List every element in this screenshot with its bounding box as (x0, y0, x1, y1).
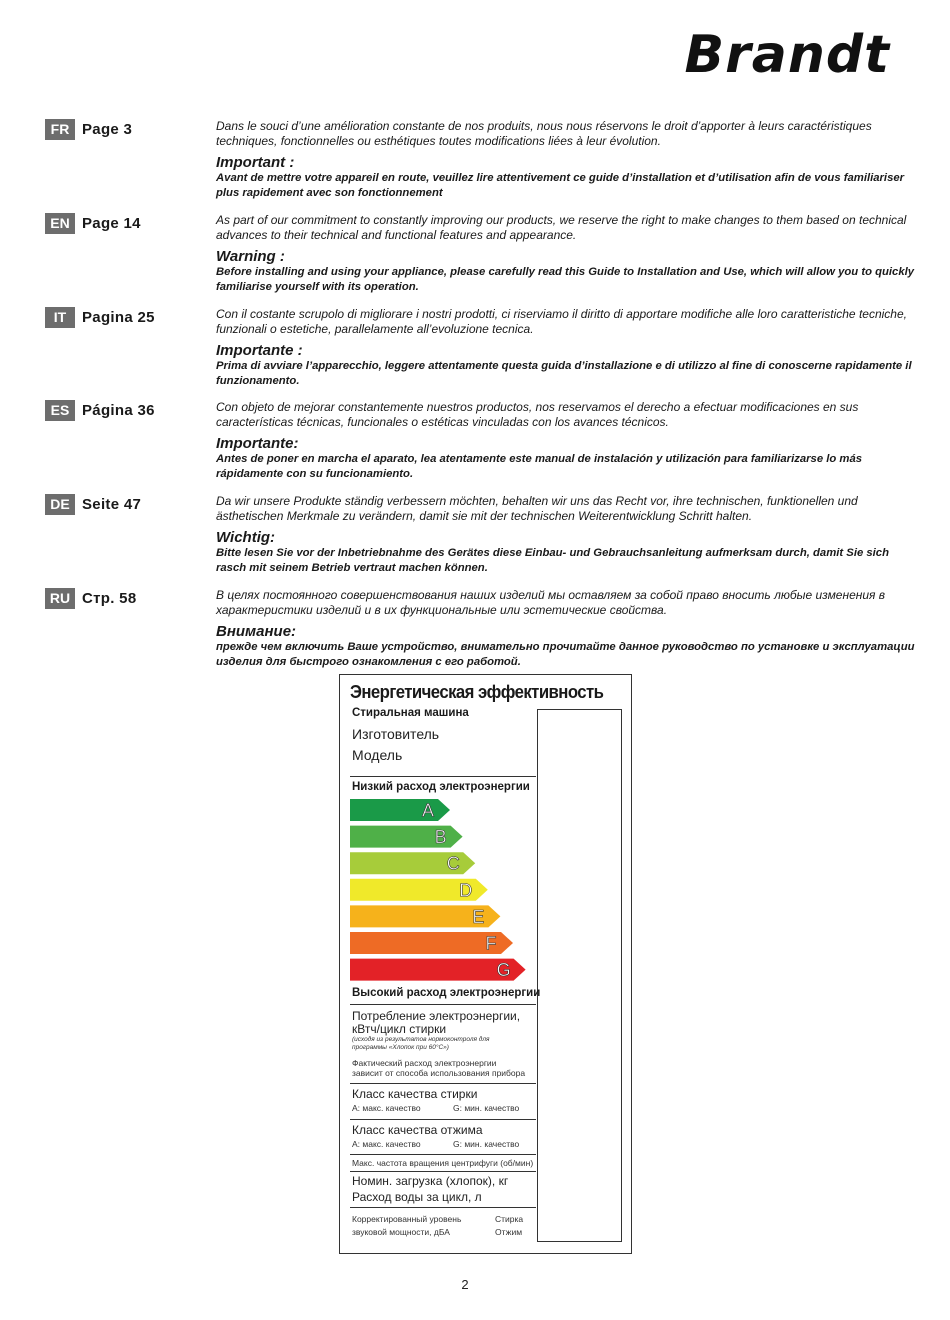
language-section-ru (45, 588, 925, 680)
language-code-badge: FR (45, 119, 75, 140)
divider (350, 1154, 536, 1155)
spin-class-a: А: макс. качество (352, 1139, 421, 1149)
warning-text: Bitte lesen Sie vor der Inbetriebnahme des Gerätes diese Einbau- und Gebrauchsanleitung aufmerksam durch, damit Sie sich rasch mit seinem Betrieb vertraut machen können. (216, 547, 889, 574)
language-code-badge: RU (45, 588, 75, 609)
energy-class-d-letter: D (459, 880, 473, 901)
intro-text: Con il costante scrupolo di migliorare i nostri prodotti, ci riserviamo il diritto di apportare modifiche alle loro caratteristiche tecniche, funzionali o estetiche, parallelamente all’evoluzione tecnica. (216, 307, 907, 336)
warning-text: прежде чем включить Ваше устройство, внимательно прочитайте данное руководство по установке и эксплуатации изделия для быстрого ознакомления с его работой. (216, 641, 915, 668)
warning-text: Prima di avviare l’apparecchio, leggere attentamente questa guida d’installazione e di utilizzo al fine di conoscerne rapidamente il funzionamento. (216, 360, 912, 387)
divider (350, 1004, 536, 1005)
noise-unit: звуковой мощности, дБА (352, 1227, 450, 1237)
warning-text: Before installing and using your appliance, please carefully read this Guide to Installation and Use, which will allow you to quickly familiarise yourself with its operation. (216, 266, 915, 293)
divider (350, 776, 536, 777)
energy-class-g-letter: G (496, 960, 511, 981)
brandt-logo: Brandt (684, 25, 890, 85)
energy-class-b-letter: B (434, 827, 447, 848)
page-reference: Стр. 58 (82, 590, 137, 607)
page-number: 2 (461, 1277, 469, 1292)
consumption-note: программы «Хлопок при 60°С») (352, 1044, 449, 1051)
language-code-badge: DE (45, 494, 75, 515)
manufacturer-label: Изготовитель (352, 726, 440, 742)
warning-title: Wichtig: (216, 529, 276, 546)
consumption-note: (исходя из результатов нормоконтроля для (352, 1036, 490, 1043)
warning-title: Important : (216, 154, 295, 171)
warning-title: Warning : (216, 248, 285, 265)
intro-text: Dans le souci d’une amélioration constante de nos produits, nous nous réservons le droit d’apporter à leurs caractéristiques techniques, fonctionnelles ou esthétiques toutes modifications liées à leur évolution. (216, 119, 872, 148)
low-consumption-label: Низкий расход электроэнергии (352, 781, 530, 793)
model-label: Модель (352, 747, 403, 763)
energy-label (339, 674, 632, 1254)
max-spin-speed-label: Макс. частота вращения центрифуги (об/мин) (352, 1158, 534, 1168)
actual-consumption-note: Фактический расход электроэнергии (352, 1058, 497, 1068)
actual-consumption-note: зависит от способа использования прибора (352, 1068, 526, 1078)
water-consumption-label: Расход воды за цикл, л (352, 1190, 482, 1204)
language-section-en (45, 213, 925, 305)
language-section-fr (45, 119, 925, 211)
consumption-unit: кВтч/цикл стирки (352, 1022, 447, 1036)
language-code-badge: ES (45, 400, 75, 421)
spin-class-label: Класс качества отжима (352, 1123, 483, 1137)
language-section-de (45, 494, 925, 586)
intro-text: Da wir unsere Produkte ständig verbessern möchten, behalten wir uns das Recht vor, ihre technischen, funktionellen und ästhetischen Merkmale zu verändern, damit sie mit der technischen Weiterentwicklung Schritt halten. (216, 494, 858, 523)
energy-class-a-arrow (350, 799, 450, 821)
language-section-es (45, 400, 925, 492)
appliance-type: Стиральная машина (352, 707, 469, 719)
energy-label-title: Энергетическая эффективность (350, 682, 604, 702)
warning-text: Avant de mettre votre appareil en route, veuillez lire attentivement ce guide d’installation et d’utilisation afin de vous familiariser plus rapidement avec son fonctionnement (216, 172, 905, 199)
energy-class-c-letter: C (446, 853, 460, 874)
divider (350, 1083, 536, 1084)
consumption-label: Потребление электроэнергии, (352, 1009, 521, 1023)
energy-label-value-column (537, 709, 622, 1242)
intro-text: В целях постоянного совершенствования наших изделий мы оставляем за собой право вносить любые изменения в характеристики изделий и в их функциональные или эстетические свойства. (216, 588, 886, 617)
energy-class-f-letter: F (485, 933, 497, 954)
noise-spin-label: Отжим (495, 1227, 523, 1237)
page-reference: Página 36 (82, 402, 155, 419)
noise-wash-label: Стирка (495, 1214, 524, 1224)
wash-class-label: Класс качества стирки (352, 1087, 478, 1101)
divider (350, 1207, 536, 1208)
page-reference: Seite 47 (82, 496, 142, 513)
energy-class-a-letter: A (421, 800, 435, 821)
noise-label: Корректированный уровень (352, 1214, 462, 1224)
warning-title: Внимание: (216, 623, 297, 640)
spin-class-g: G: мин. качество (453, 1139, 520, 1149)
language-code-badge: EN (45, 213, 75, 234)
intro-text: Con objeto de mejorar constantemente nuestros productos, nos reservamos el derecho a efectuar modificaciones en sus características técnicas, funcionales o estéticas vinculadas con los avances técnicos. (216, 400, 859, 429)
intro-text: As part of our commitment to constantly improving our products, we reserve the right to make changes to them based on technical advances to their technical and functional features and appearance. (216, 213, 907, 242)
wash-class-g: G: мин. качество (453, 1103, 520, 1113)
warning-title: Importante: (216, 435, 299, 452)
wash-class-a: А: макс. качество (352, 1103, 421, 1113)
language-code-badge: IT (45, 307, 75, 328)
warning-text: Antes de poner en marcha el aparato, lea atentamente este manual de instalación y utilización para familiarizarse lo más rápidamente con su funcionamiento. (216, 453, 863, 480)
divider (350, 1119, 536, 1120)
energy-class-arrows (350, 799, 536, 985)
high-consumption-label: Высокий расход электроэнергии (352, 987, 541, 999)
page-reference: Page 14 (82, 215, 141, 232)
page-reference: Page 3 (82, 121, 133, 138)
warning-title: Importante : (216, 342, 303, 359)
divider (350, 1171, 536, 1172)
rated-load-label: Номин. загрузка (хлопок), кг (352, 1174, 509, 1188)
language-section-it (45, 307, 925, 399)
energy-class-e-letter: E (472, 906, 485, 927)
page-reference: Pagina 25 (82, 309, 155, 326)
